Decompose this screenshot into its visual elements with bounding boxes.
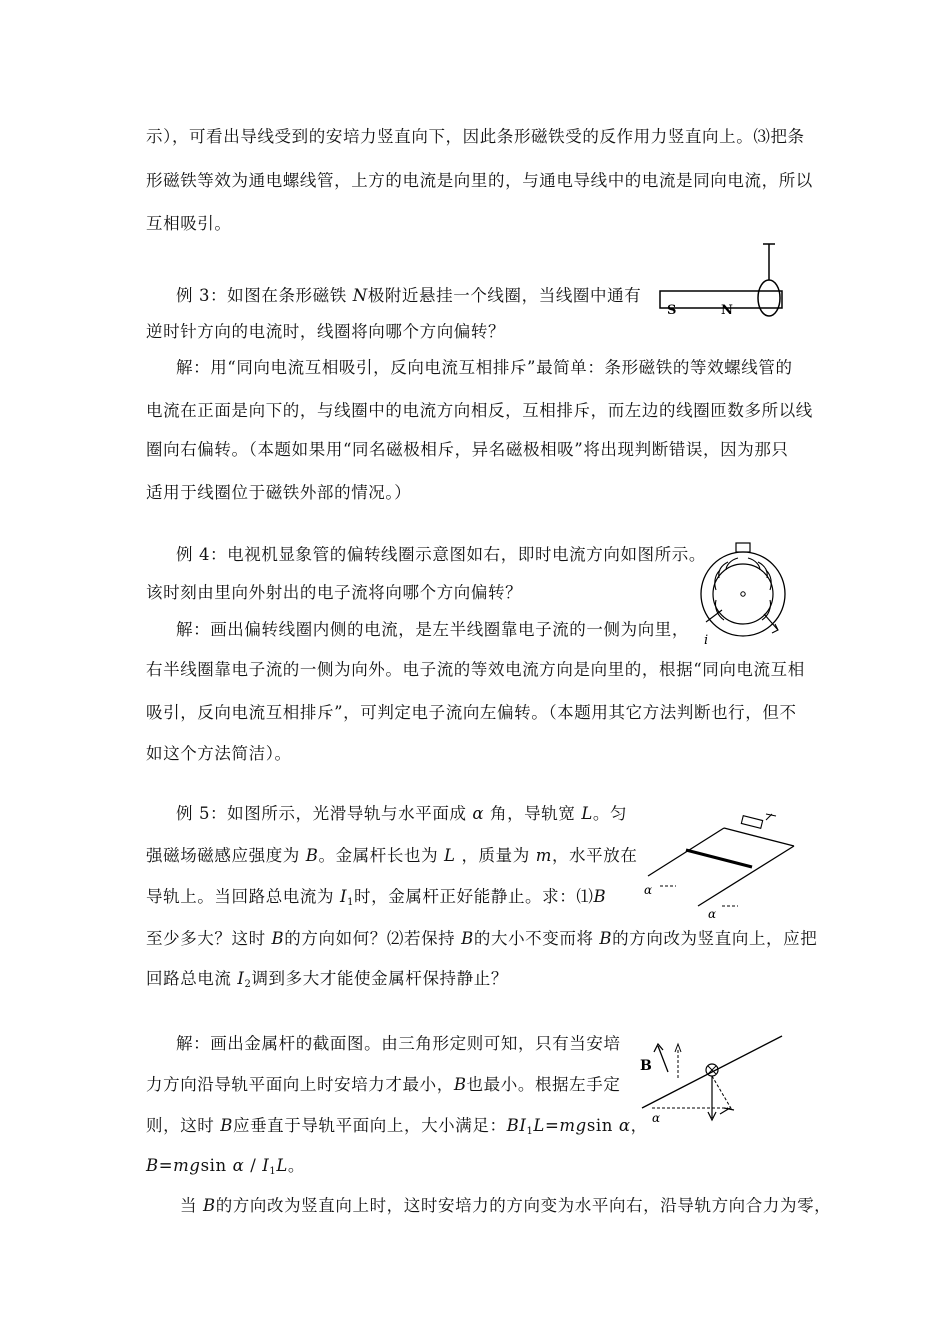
ex4-solution-line4: 如这个方法简洁）。	[146, 744, 292, 763]
battery	[741, 816, 762, 829]
ex5-solution-line1: 解：画出金属杆的截面图。由三角形定则可知，只有当安培	[176, 1034, 621, 1053]
ex5-figure-cross-section	[636, 1030, 786, 1126]
ex3-question-line2: 逆时针方向的电流时，线圈将向哪个方向偏转？	[146, 322, 506, 341]
ex3-question-line1: 例 3：如图在条形磁铁 N极附近悬挂一个线圈，当线圈中通有	[176, 286, 642, 305]
current-i-label: i	[704, 633, 709, 648]
inner-ring	[713, 564, 773, 624]
para1-line3: 互相吸引。	[146, 214, 232, 233]
ex4-solution-line1: 解：画出偏转线圈内侧的电流，是左半线圈靠电子流的一侧为向里，	[176, 620, 689, 639]
ex5-final-line: 当 B的方向改为竖直向上时，这时安培力的方向变为水平向右，沿导轨方向合力为零，	[180, 1196, 832, 1215]
ex5-question-line2: 强磁场磁感应强度为 B。金属杆长也为 L ，质量为 m，水平放在	[146, 846, 638, 865]
ex4-question-line1: 例 4：电视机显象管的偏转线圈示意图如右，即时电流方向如图所示。	[176, 545, 706, 564]
ex5-question-line4: 至少多大？这时 B的方向如何？⑵若保持 B的大小不变而将 B的方向改为竖直向上，应把	[146, 929, 818, 948]
metal-rod	[686, 850, 752, 867]
ex5-solution-line4: B=mgsin α / $I_1L$。	[146, 1156, 305, 1177]
B-label: B	[640, 1058, 652, 1074]
ex3-figure-magnet-coil	[656, 238, 790, 322]
ex5-solution-line3: 则，这时 B应垂直于导轨平面向上，大小满足：$BI_1L=mgsin$ α，	[146, 1116, 648, 1137]
ex5-figure-inclined-rails	[630, 806, 810, 922]
alpha-label: α	[652, 1111, 661, 1125]
ex3-solution-line4: 适用于线圈位于磁铁外部的情况。）	[146, 483, 412, 502]
pole-N-label: N	[721, 303, 733, 318]
ex3-solution-line2: 电流在正面是向下的，与线圈中的电流方向相反，互相排斥，而左边的线圈匝数多所以线	[146, 401, 813, 420]
rail-right	[698, 846, 794, 906]
ex5-question-line3: 导轨上。当回路总电流为 $I_1$时，金属杆正好能静止。求：⑴B	[146, 887, 607, 908]
ex3-solution-line3: 圈向右偏转。（本题如果用“同名磁极相斥，异名磁极相吸”将出现判断错误，因为那只	[146, 440, 789, 459]
ex4-figure-deflection-coil	[692, 540, 804, 652]
alpha-label-right: α	[708, 907, 717, 921]
ex4-question-line2: 该时刻由里向外射出的电子流将向哪个方向偏转？	[146, 583, 523, 602]
ex4-solution-line3: 吸引，反向电流互相排斥”，可判定电子流向左偏转。（本题用其它方法判断也行，但不	[146, 703, 797, 722]
coil-loop	[758, 280, 780, 316]
para1-line2: 形磁铁等效为通电螺线管，上方的电流是向里的，与通电导线中的电流是同向电流，所以	[146, 171, 813, 190]
ex3-solution-line1: 解：用“同向电流互相吸引，反向电流互相排斥”最简单：条形磁铁的等效螺线管的	[176, 358, 793, 377]
alpha-label-left: α	[644, 883, 653, 897]
ex5-question-line5: 回路总电流 $I_2$调到多大才能使金属杆保持静止？	[146, 969, 508, 990]
pole-S-label: S	[667, 303, 677, 318]
ex5-question-line1: 例 5：如图所示，光滑导轨与水平面成 α 角，导轨宽 L。匀	[176, 804, 628, 823]
ex4-solution-line2: 右半线圈靠电子流的一侧为向外。电子流的等效电流方向是向里的，根据“同向电流互相	[146, 660, 805, 679]
rail-left	[648, 828, 724, 876]
ex5-solution-line2: 力方向沿导轨平面向上时安培力才最小，B也最小。根据左手定	[146, 1075, 621, 1094]
para1-line1: 示），可看出导线受到的安培力竖直向下，因此条形磁铁受的反作用力竖直向上。⑶把条	[146, 127, 805, 146]
